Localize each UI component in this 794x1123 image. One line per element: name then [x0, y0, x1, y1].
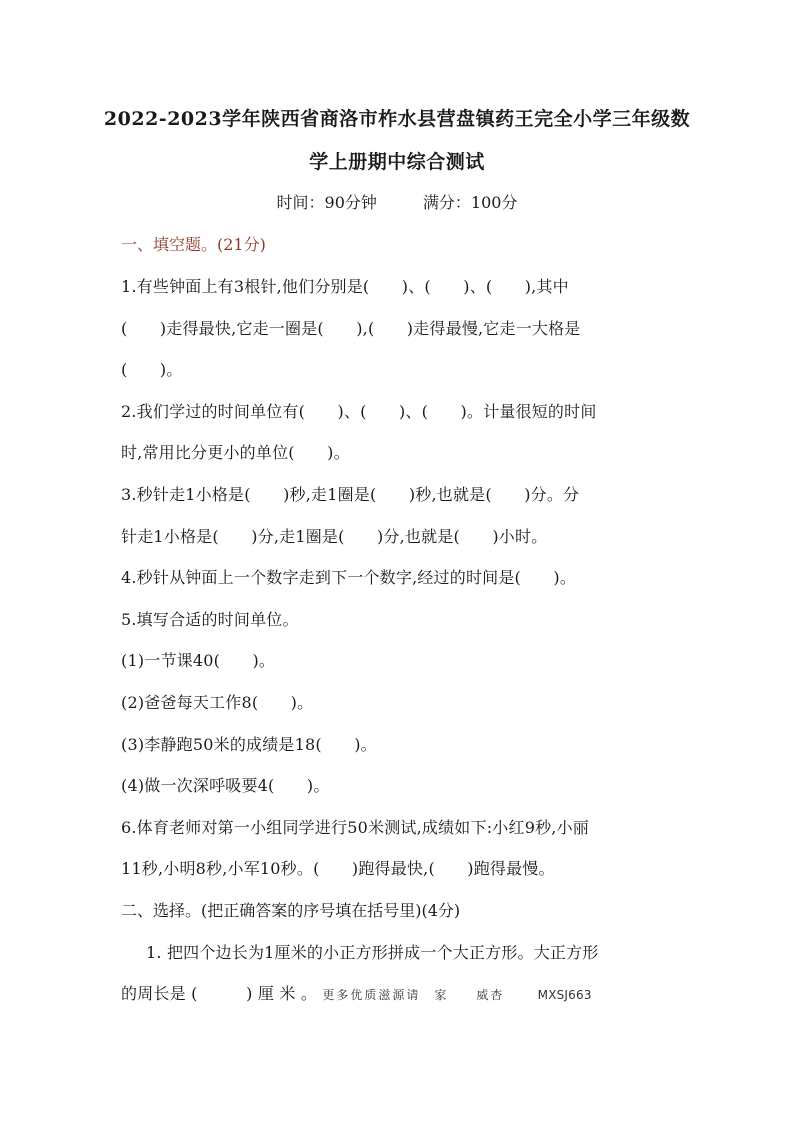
watermark-code: MXSJ663 [537, 988, 592, 1002]
question-4-line-1: 4.秒针从钟面上一个数字走到下一个数字,经过的时间是( )。 [121, 568, 577, 587]
exam-meta [0, 190, 794, 213]
section-2-question-1-line-2 [121, 981, 681, 1004]
exam-title-line1: 2022-2023学年陕西省商洛市柞水县营盘镇药王完全小学三年级数 [103, 108, 691, 130]
exam-title-line2: 学上册期中综合测试 [309, 151, 485, 173]
question-1-line-3: ( )。 [121, 360, 183, 379]
question-1-line-1: 1.有些钟面上有3根针,他们分别是( )、( )、( ),其中 [121, 277, 569, 296]
question-5-sub-4: (4)做一次深呼吸要4( )。 [121, 776, 330, 795]
exam-time: 时间：90分钟 [276, 193, 377, 212]
section-2-question-1-line-1: 1. 把四个边长为1厘米的小正方形拼成一个大正方形。大正方形 [146, 943, 599, 962]
question-5-sub-2: (2)爸爸每天工作8( )。 [121, 693, 314, 712]
question-3-line-1: 3.秒针走1小格是( )秒,走1圈是( )秒,也就是( )分。分 [121, 485, 580, 504]
question-2-line-1: 2.我们学过的时间单位有( )、( )、( )。计量很短的时间 [121, 402, 597, 421]
section-2-question-1-text: 的周长是 ( ) 厘 米 。 [121, 984, 318, 1003]
question-1-line-2: ( )走得最快,它走一圈是( ),( )走得最慢,它走一大格是 [121, 319, 581, 338]
watermark-text: 更多优质滋源请 家 威杏 [322, 988, 505, 1002]
exam-full-score: 满分：100分 [422, 193, 518, 212]
section-1-heading: 一、填空题。(21分) [121, 235, 266, 254]
question-2-line-2: 时,常用比分更小的单位( )。 [121, 443, 350, 462]
section-2-heading: 二、选择。(把正确答案的序号填在括号里)(4分) [121, 901, 461, 920]
question-5-sub-1: (1)一节课40( )。 [121, 651, 276, 670]
question-5-line-1: 5.填写合适的时间单位。 [121, 610, 299, 629]
question-6-line-1: 6.体育老师对第一小组同学进行50米测试,成绩如下:小红9秒,小丽 [121, 818, 589, 837]
question-6-line-2: 11秒,小明8秒,小军10秒。( )跑得最快,( )跑得最慢。 [121, 859, 555, 878]
question-3-line-2: 针走1小格是( )分,走1圈是( )分,也就是( )小时。 [121, 527, 548, 546]
question-5-sub-3: (3)李静跑50米的成绩是18( )。 [121, 735, 377, 754]
